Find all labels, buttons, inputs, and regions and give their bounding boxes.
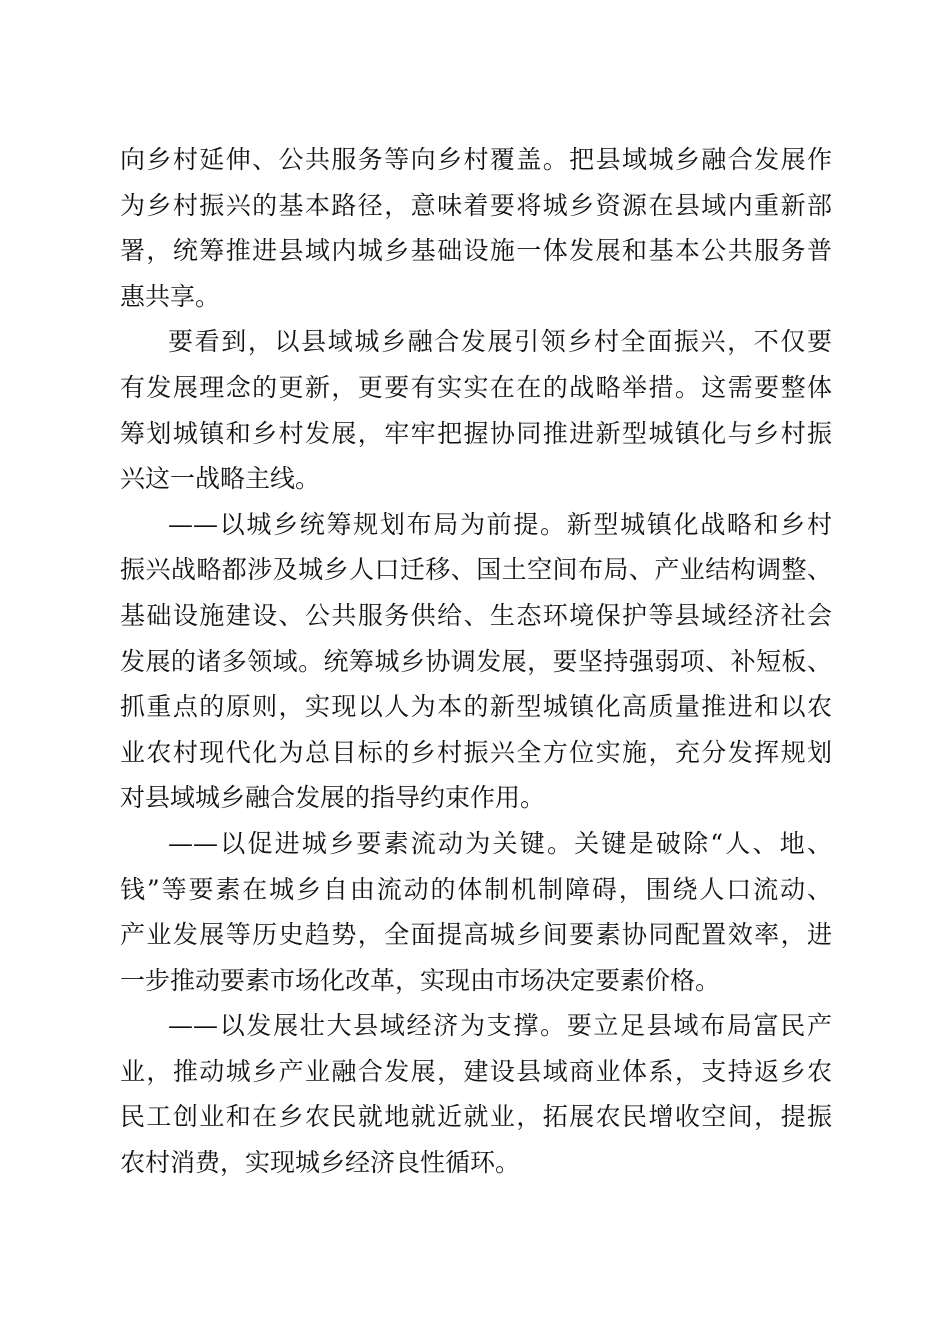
text-line: 向乡村延伸、公共服务等向乡村覆盖。把县域城乡融合发展作 xyxy=(120,145,832,174)
text-line: 对县域城乡融合发展的指导约束作用。 xyxy=(120,783,546,813)
text-line: 发展的诸多领域。统筹城乡协调发展，要坚持强弱项、补短板、 xyxy=(120,646,832,676)
paragraph-5 xyxy=(120,1003,832,1185)
text-line: 兴这一战略主线。 xyxy=(120,464,321,494)
text-line: ——以发展壮大县域经济为支撑。要立足县域布局富民产 xyxy=(168,1011,832,1041)
text-line: 抓重点的原则，实现以人为本的新型城镇化高质量推进和以农 xyxy=(120,692,832,722)
text-line: 有发展理念的更新，更要有实实在在的战略举措。这需要整体 xyxy=(120,372,832,402)
text-line: 民工创业和在乡农民就地就近就业，拓展农民增收空间，提振 xyxy=(120,1102,832,1132)
text-line: 钱”等要素在城乡自由流动的体制机制障碍，围绕人口流动、 xyxy=(120,874,832,904)
text-line: 署，统筹推进县域内城乡基础设施一体发展和基本公共服务普 xyxy=(120,236,832,266)
text-line: 为乡村振兴的基本路径，意味着要将城乡资源在县域内重新部 xyxy=(120,190,832,220)
text-line: 一步推动要素市场化改革，实现由市场决定要素价格。 xyxy=(120,965,721,995)
text-line: 振兴战略都涉及城乡人口迁移、国土空间布局、产业结构调整、 xyxy=(120,555,832,585)
paragraph-4 xyxy=(120,821,832,1003)
text-line: ——以促进城乡要素流动为关键。关键是破除“人、地、 xyxy=(168,828,832,858)
text-line: 基础设施建设、公共服务供给、生态环境保护等县域经济社会 xyxy=(120,600,832,630)
document-body xyxy=(120,137,832,1186)
text-line: 筹划城镇和乡村发展，牢牢把握协同推进新型城镇化与乡村振 xyxy=(120,418,832,448)
text-line: 惠共享。 xyxy=(120,281,221,311)
text-line: 业，推动城乡产业融合发展，建设县域商业体系，支持返乡农 xyxy=(120,1056,832,1086)
text-line: ——以城乡统筹规划布局为前提。新型城镇化战略和乡村 xyxy=(168,509,832,539)
paragraph-1 xyxy=(120,137,832,319)
text-line: 农村消费，实现城乡经济良性循环。 xyxy=(120,1148,521,1178)
paragraph-2 xyxy=(120,319,832,501)
text-line: 产业发展等历史趋势，全面提高城乡间要素协同配置效率，进 xyxy=(120,920,832,950)
text-line: 要看到，以县域城乡融合发展引领乡村全面振兴，不仅要 xyxy=(168,327,832,357)
paragraph-3 xyxy=(120,502,832,821)
text-line: 业农村现代化为总目标的乡村振兴全方位实施，充分发挥规划 xyxy=(120,737,832,767)
